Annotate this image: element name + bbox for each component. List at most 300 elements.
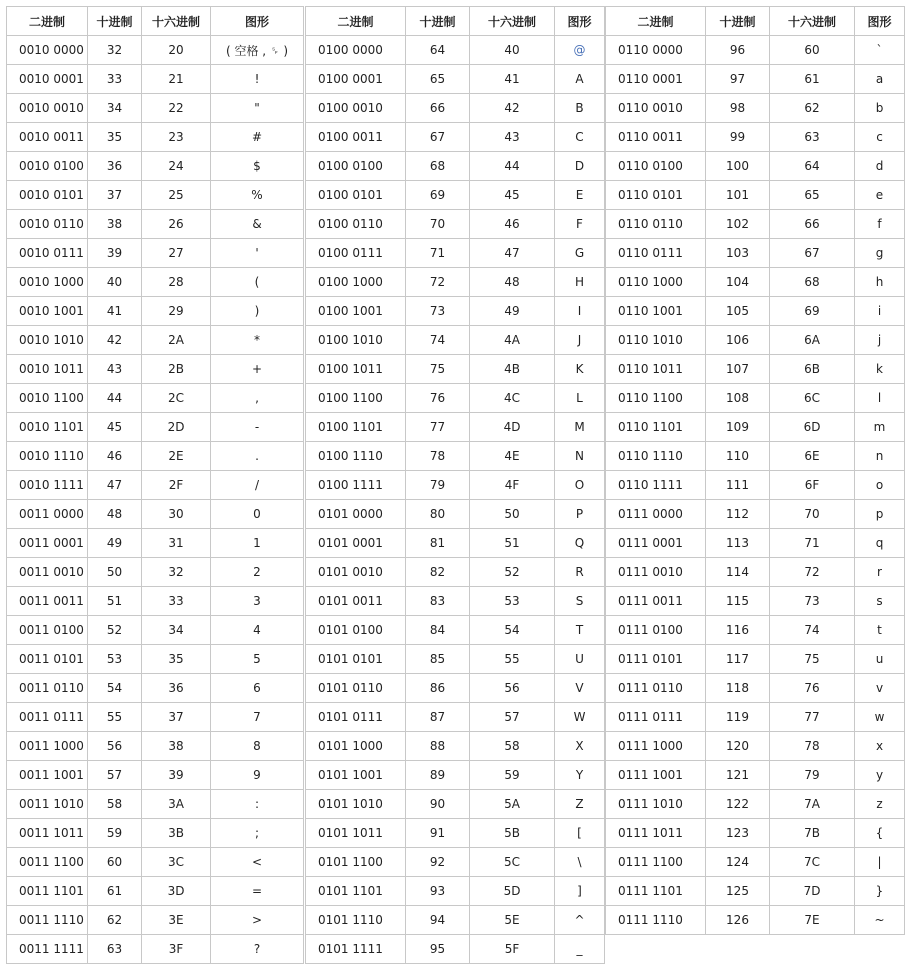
hex-cell: 66 [770,210,855,239]
table-row [606,384,905,413]
decimal-cell: 74 [406,326,470,355]
hex-cell: 39 [142,761,211,790]
glyph-cell: g [855,239,905,268]
binary-cell: 0011 0110 [7,674,88,703]
table-row [306,500,605,529]
hex-cell: 7B [770,819,855,848]
decimal-cell: 125 [706,877,770,906]
binary-cell: 0101 1011 [306,819,406,848]
header-binary: 二进制 [7,7,88,36]
table-row [306,471,605,500]
table-row [606,94,905,123]
glyph-cell: s [855,587,905,616]
binary-cell: 0011 0111 [7,703,88,732]
binary-cell: 0111 0100 [606,616,706,645]
glyph-cell: | [855,848,905,877]
table-row [7,703,304,732]
binary-cell: 0110 1000 [606,268,706,297]
glyph-cell: J [555,326,605,355]
hex-cell: 45 [470,181,555,210]
binary-cell: 0101 1010 [306,790,406,819]
hex-cell: 33 [142,587,211,616]
header-decimal: 十进制 [706,7,770,36]
glyph-cell: , [211,384,304,413]
binary-cell: 0110 1100 [606,384,706,413]
decimal-cell: 87 [406,703,470,732]
hex-cell: 74 [770,616,855,645]
binary-cell: 0010 0011 [7,123,88,152]
decimal-cell: 45 [88,413,142,442]
decimal-cell: 119 [706,703,770,732]
hex-cell: 3E [142,906,211,935]
binary-cell: 0111 0111 [606,703,706,732]
hex-cell: 54 [470,616,555,645]
decimal-cell: 66 [406,94,470,123]
decimal-cell: 89 [406,761,470,790]
table-row [306,674,605,703]
hex-cell: 62 [770,94,855,123]
table-row [306,935,605,964]
glyph-cell: X [555,732,605,761]
hex-cell: 6B [770,355,855,384]
decimal-cell: 47 [88,471,142,500]
decimal-cell: 86 [406,674,470,703]
glyph-cell: q [855,529,905,558]
hex-cell: 36 [142,674,211,703]
binary-cell: 0110 1111 [606,471,706,500]
table-row [306,587,605,616]
binary-cell: 0100 1011 [306,355,406,384]
header-row [7,7,304,36]
table-row [7,326,304,355]
decimal-cell: 118 [706,674,770,703]
glyph-cell: & [211,210,304,239]
decimal-cell: 106 [706,326,770,355]
glyph-cell: / [211,471,304,500]
hex-cell: 73 [770,587,855,616]
glyph-cell: _ [555,935,605,964]
glyph-cell: W [555,703,605,732]
binary-cell: 0101 0010 [306,558,406,587]
hex-cell: 72 [770,558,855,587]
decimal-cell: 58 [88,790,142,819]
hex-cell: 6E [770,442,855,471]
binary-cell: 0010 1110 [7,442,88,471]
header-decimal: 十进制 [88,7,142,36]
ascii-table-1 [6,6,304,964]
hex-cell: 5A [470,790,555,819]
decimal-cell: 95 [406,935,470,964]
binary-cell: 0111 0101 [606,645,706,674]
table-row [306,790,605,819]
decimal-cell: 33 [88,65,142,94]
binary-cell: 0101 1000 [306,732,406,761]
glyph-cell: ' [211,239,304,268]
table-row [7,181,304,210]
glyph-cell: F [555,210,605,239]
binary-cell: 0101 0001 [306,529,406,558]
glyph-cell: K [555,355,605,384]
glyph-cell: 1 [211,529,304,558]
decimal-cell: 102 [706,210,770,239]
table-row [306,65,605,94]
glyph-cell: B [555,94,605,123]
binary-cell: 0100 0100 [306,152,406,181]
decimal-cell: 96 [706,36,770,65]
binary-cell: 0110 0101 [606,181,706,210]
table-row [306,239,605,268]
hex-cell: 2F [142,471,211,500]
decimal-cell: 60 [88,848,142,877]
binary-cell: 0011 1000 [7,732,88,761]
binary-cell: 0010 1010 [7,326,88,355]
table-row [606,152,905,181]
glyph-cell: ! [211,65,304,94]
decimal-cell: 73 [406,297,470,326]
glyph-cell: " [211,94,304,123]
glyph-cell: > [211,906,304,935]
glyph-cell: Y [555,761,605,790]
hex-cell: 56 [470,674,555,703]
table-row [7,906,304,935]
hex-cell: 60 [770,36,855,65]
table-row [306,732,605,761]
table-row [306,761,605,790]
header-row [306,7,605,36]
table-row [7,297,304,326]
hex-cell: 2E [142,442,211,471]
binary-cell: 0110 1001 [606,297,706,326]
hex-cell: 6D [770,413,855,442]
binary-cell: 0010 0010 [7,94,88,123]
table-row [7,413,304,442]
hex-cell: 28 [142,268,211,297]
glyph-cell: [ [555,819,605,848]
glyph-cell: l [855,384,905,413]
hex-cell: 5F [470,935,555,964]
decimal-cell: 85 [406,645,470,674]
binary-cell: 0111 1100 [606,848,706,877]
table-row [606,65,905,94]
glyph-cell: i [855,297,905,326]
hex-cell: 37 [142,703,211,732]
glyph-cell: u [855,645,905,674]
table-row [306,36,605,65]
binary-cell: 0010 0001 [7,65,88,94]
hex-cell: 46 [470,210,555,239]
glyph-cell: 7 [211,703,304,732]
glyph-cell: ~ [855,906,905,935]
table-row [7,732,304,761]
hex-cell: 29 [142,297,211,326]
decimal-cell: 69 [406,181,470,210]
glyph-cell: * [211,326,304,355]
glyph-cell: Z [555,790,605,819]
decimal-cell: 36 [88,152,142,181]
glyph-cell: P [555,500,605,529]
glyph-cell: + [211,355,304,384]
header-glyph: 图形 [555,7,605,36]
binary-cell: 0100 0111 [306,239,406,268]
glyph-cell: t [855,616,905,645]
glyph-cell: . [211,442,304,471]
decimal-cell: 111 [706,471,770,500]
binary-cell: 0111 0010 [606,558,706,587]
binary-cell: 0100 1101 [306,413,406,442]
glyph-cell: e [855,181,905,210]
decimal-cell: 97 [706,65,770,94]
hex-cell: 77 [770,703,855,732]
glyph-cell: 8 [211,732,304,761]
hex-cell: 27 [142,239,211,268]
hex-cell: 6C [770,384,855,413]
header-hex: 十六进制 [770,7,855,36]
binary-cell: 0100 1010 [306,326,406,355]
glyph-cell: ) [211,297,304,326]
glyph-cell: A [555,65,605,94]
decimal-cell: 70 [406,210,470,239]
decimal-cell: 83 [406,587,470,616]
decimal-cell: 76 [406,384,470,413]
hex-cell: 25 [142,181,211,210]
binary-cell: 0111 0011 [606,587,706,616]
glyph-cell: a [855,65,905,94]
binary-cell: 0101 0110 [306,674,406,703]
glyph-cell: D [555,152,605,181]
table-row [7,442,304,471]
glyph-cell: x [855,732,905,761]
decimal-cell: 109 [706,413,770,442]
glyph-cell: % [211,181,304,210]
table-row [606,442,905,471]
binary-cell: 0110 1110 [606,442,706,471]
binary-cell: 0011 1010 [7,790,88,819]
hex-cell: 3B [142,819,211,848]
glyph-cell: ; [211,819,304,848]
hex-cell: 3A [142,790,211,819]
decimal-cell: 56 [88,732,142,761]
glyph-cell: 2 [211,558,304,587]
decimal-cell: 82 [406,558,470,587]
hex-cell: 3F [142,935,211,964]
hex-cell: 2B [142,355,211,384]
glyph-cell: k [855,355,905,384]
table-row [606,326,905,355]
glyph-cell: E [555,181,605,210]
hex-cell: 34 [142,616,211,645]
table-row [606,529,905,558]
glyph-cell: ` [855,36,905,65]
table-row [606,210,905,239]
binary-cell: 0010 1101 [7,413,88,442]
binary-cell: 0011 0101 [7,645,88,674]
decimal-cell: 39 [88,239,142,268]
decimal-cell: 123 [706,819,770,848]
decimal-cell: 65 [406,65,470,94]
table-row [7,65,304,94]
table-row [606,674,905,703]
hex-cell: 75 [770,645,855,674]
table-row [7,790,304,819]
binary-cell: 0010 1100 [7,384,88,413]
decimal-cell: 110 [706,442,770,471]
glyph-cell: I [555,297,605,326]
glyph-cell: d [855,152,905,181]
hex-cell: 7A [770,790,855,819]
table-row [7,210,304,239]
decimal-cell: 55 [88,703,142,732]
table-row [306,297,605,326]
binary-cell: 0010 0000 [7,36,88,65]
hex-cell: 65 [770,181,855,210]
glyph-cell: { [855,819,905,848]
binary-cell: 0101 1100 [306,848,406,877]
glyph-cell: @ [555,36,605,65]
decimal-cell: 113 [706,529,770,558]
table-row [7,558,304,587]
hex-cell: 63 [770,123,855,152]
table-row [306,848,605,877]
table-row [306,442,605,471]
glyph-cell: \ [555,848,605,877]
binary-cell: 0100 0001 [306,65,406,94]
table-row [7,645,304,674]
hex-cell: 59 [470,761,555,790]
decimal-cell: 68 [406,152,470,181]
hex-cell: 55 [470,645,555,674]
hex-cell: 42 [470,94,555,123]
glyph-cell: 3 [211,587,304,616]
binary-cell: 0011 0100 [7,616,88,645]
hex-cell: 5E [470,906,555,935]
decimal-cell: 59 [88,819,142,848]
decimal-cell: 77 [406,413,470,442]
table-row [7,500,304,529]
binary-cell: 0110 0011 [606,123,706,152]
table-row [306,355,605,384]
decimal-cell: 61 [88,877,142,906]
binary-cell: 0110 0001 [606,65,706,94]
table-row [606,761,905,790]
hex-cell: 30 [142,500,211,529]
glyph-cell: v [855,674,905,703]
binary-cell: 0111 0001 [606,529,706,558]
table-row [306,877,605,906]
binary-cell: 0100 0110 [306,210,406,239]
table-row [306,529,605,558]
hex-cell: 76 [770,674,855,703]
decimal-cell: 108 [706,384,770,413]
binary-cell: 0100 1100 [306,384,406,413]
hex-cell: 68 [770,268,855,297]
glyph-cell: 5 [211,645,304,674]
table-row [606,181,905,210]
table-row [306,819,605,848]
decimal-cell: 81 [406,529,470,558]
ascii-table-2 [305,6,605,964]
binary-cell: 0101 1101 [306,877,406,906]
glyph-cell: p [855,500,905,529]
hex-cell: 20 [142,36,211,65]
hex-cell: 4C [470,384,555,413]
decimal-cell: 48 [88,500,142,529]
table-row [606,906,905,935]
decimal-cell: 40 [88,268,142,297]
glyph-cell: C [555,123,605,152]
decimal-cell: 121 [706,761,770,790]
binary-cell: 0010 0111 [7,239,88,268]
hex-cell: 49 [470,297,555,326]
glyph-cell: o [855,471,905,500]
decimal-cell: 43 [88,355,142,384]
binary-cell: 0011 1100 [7,848,88,877]
table-row [606,471,905,500]
decimal-cell: 42 [88,326,142,355]
decimal-cell: 52 [88,616,142,645]
hex-cell: 4E [470,442,555,471]
hex-cell: 5B [470,819,555,848]
binary-cell: 0110 0110 [606,210,706,239]
glyph-cell: ^ [555,906,605,935]
binary-cell: 0011 1011 [7,819,88,848]
binary-cell: 0011 1101 [7,877,88,906]
hex-cell: 70 [770,500,855,529]
binary-cell: 0111 0000 [606,500,706,529]
binary-cell: 0011 1110 [7,906,88,935]
binary-cell: 0110 1101 [606,413,706,442]
table-row [606,645,905,674]
hex-cell: 58 [470,732,555,761]
glyph-cell: c [855,123,905,152]
binary-cell: 0010 1000 [7,268,88,297]
glyph-cell: L [555,384,605,413]
decimal-cell: 54 [88,674,142,703]
table-row [606,877,905,906]
hex-cell: 22 [142,94,211,123]
binary-cell: 0011 0010 [7,558,88,587]
glyph-cell: w [855,703,905,732]
table-row [606,239,905,268]
binary-cell: 0110 1010 [606,326,706,355]
glyph-cell: y [855,761,905,790]
binary-cell: 0101 1111 [306,935,406,964]
table-row [306,326,605,355]
hex-cell: 35 [142,645,211,674]
glyph-cell: 9 [211,761,304,790]
table-row [7,268,304,297]
decimal-cell: 53 [88,645,142,674]
binary-cell: 0100 1110 [306,442,406,471]
binary-cell: 0101 0101 [306,645,406,674]
header-glyph: 图形 [211,7,304,36]
glyph-cell: 4 [211,616,304,645]
binary-cell: 0011 1001 [7,761,88,790]
binary-cell: 0110 0010 [606,94,706,123]
hex-cell: 50 [470,500,555,529]
table-row [606,848,905,877]
binary-cell: 0100 0101 [306,181,406,210]
binary-cell: 0011 1111 [7,935,88,964]
table-row [606,500,905,529]
decimal-cell: 78 [406,442,470,471]
decimal-cell: 117 [706,645,770,674]
hex-cell: 26 [142,210,211,239]
hex-cell: 2C [142,384,211,413]
decimal-cell: 116 [706,616,770,645]
binary-cell: 0011 0001 [7,529,88,558]
table-row [7,819,304,848]
decimal-cell: 99 [706,123,770,152]
